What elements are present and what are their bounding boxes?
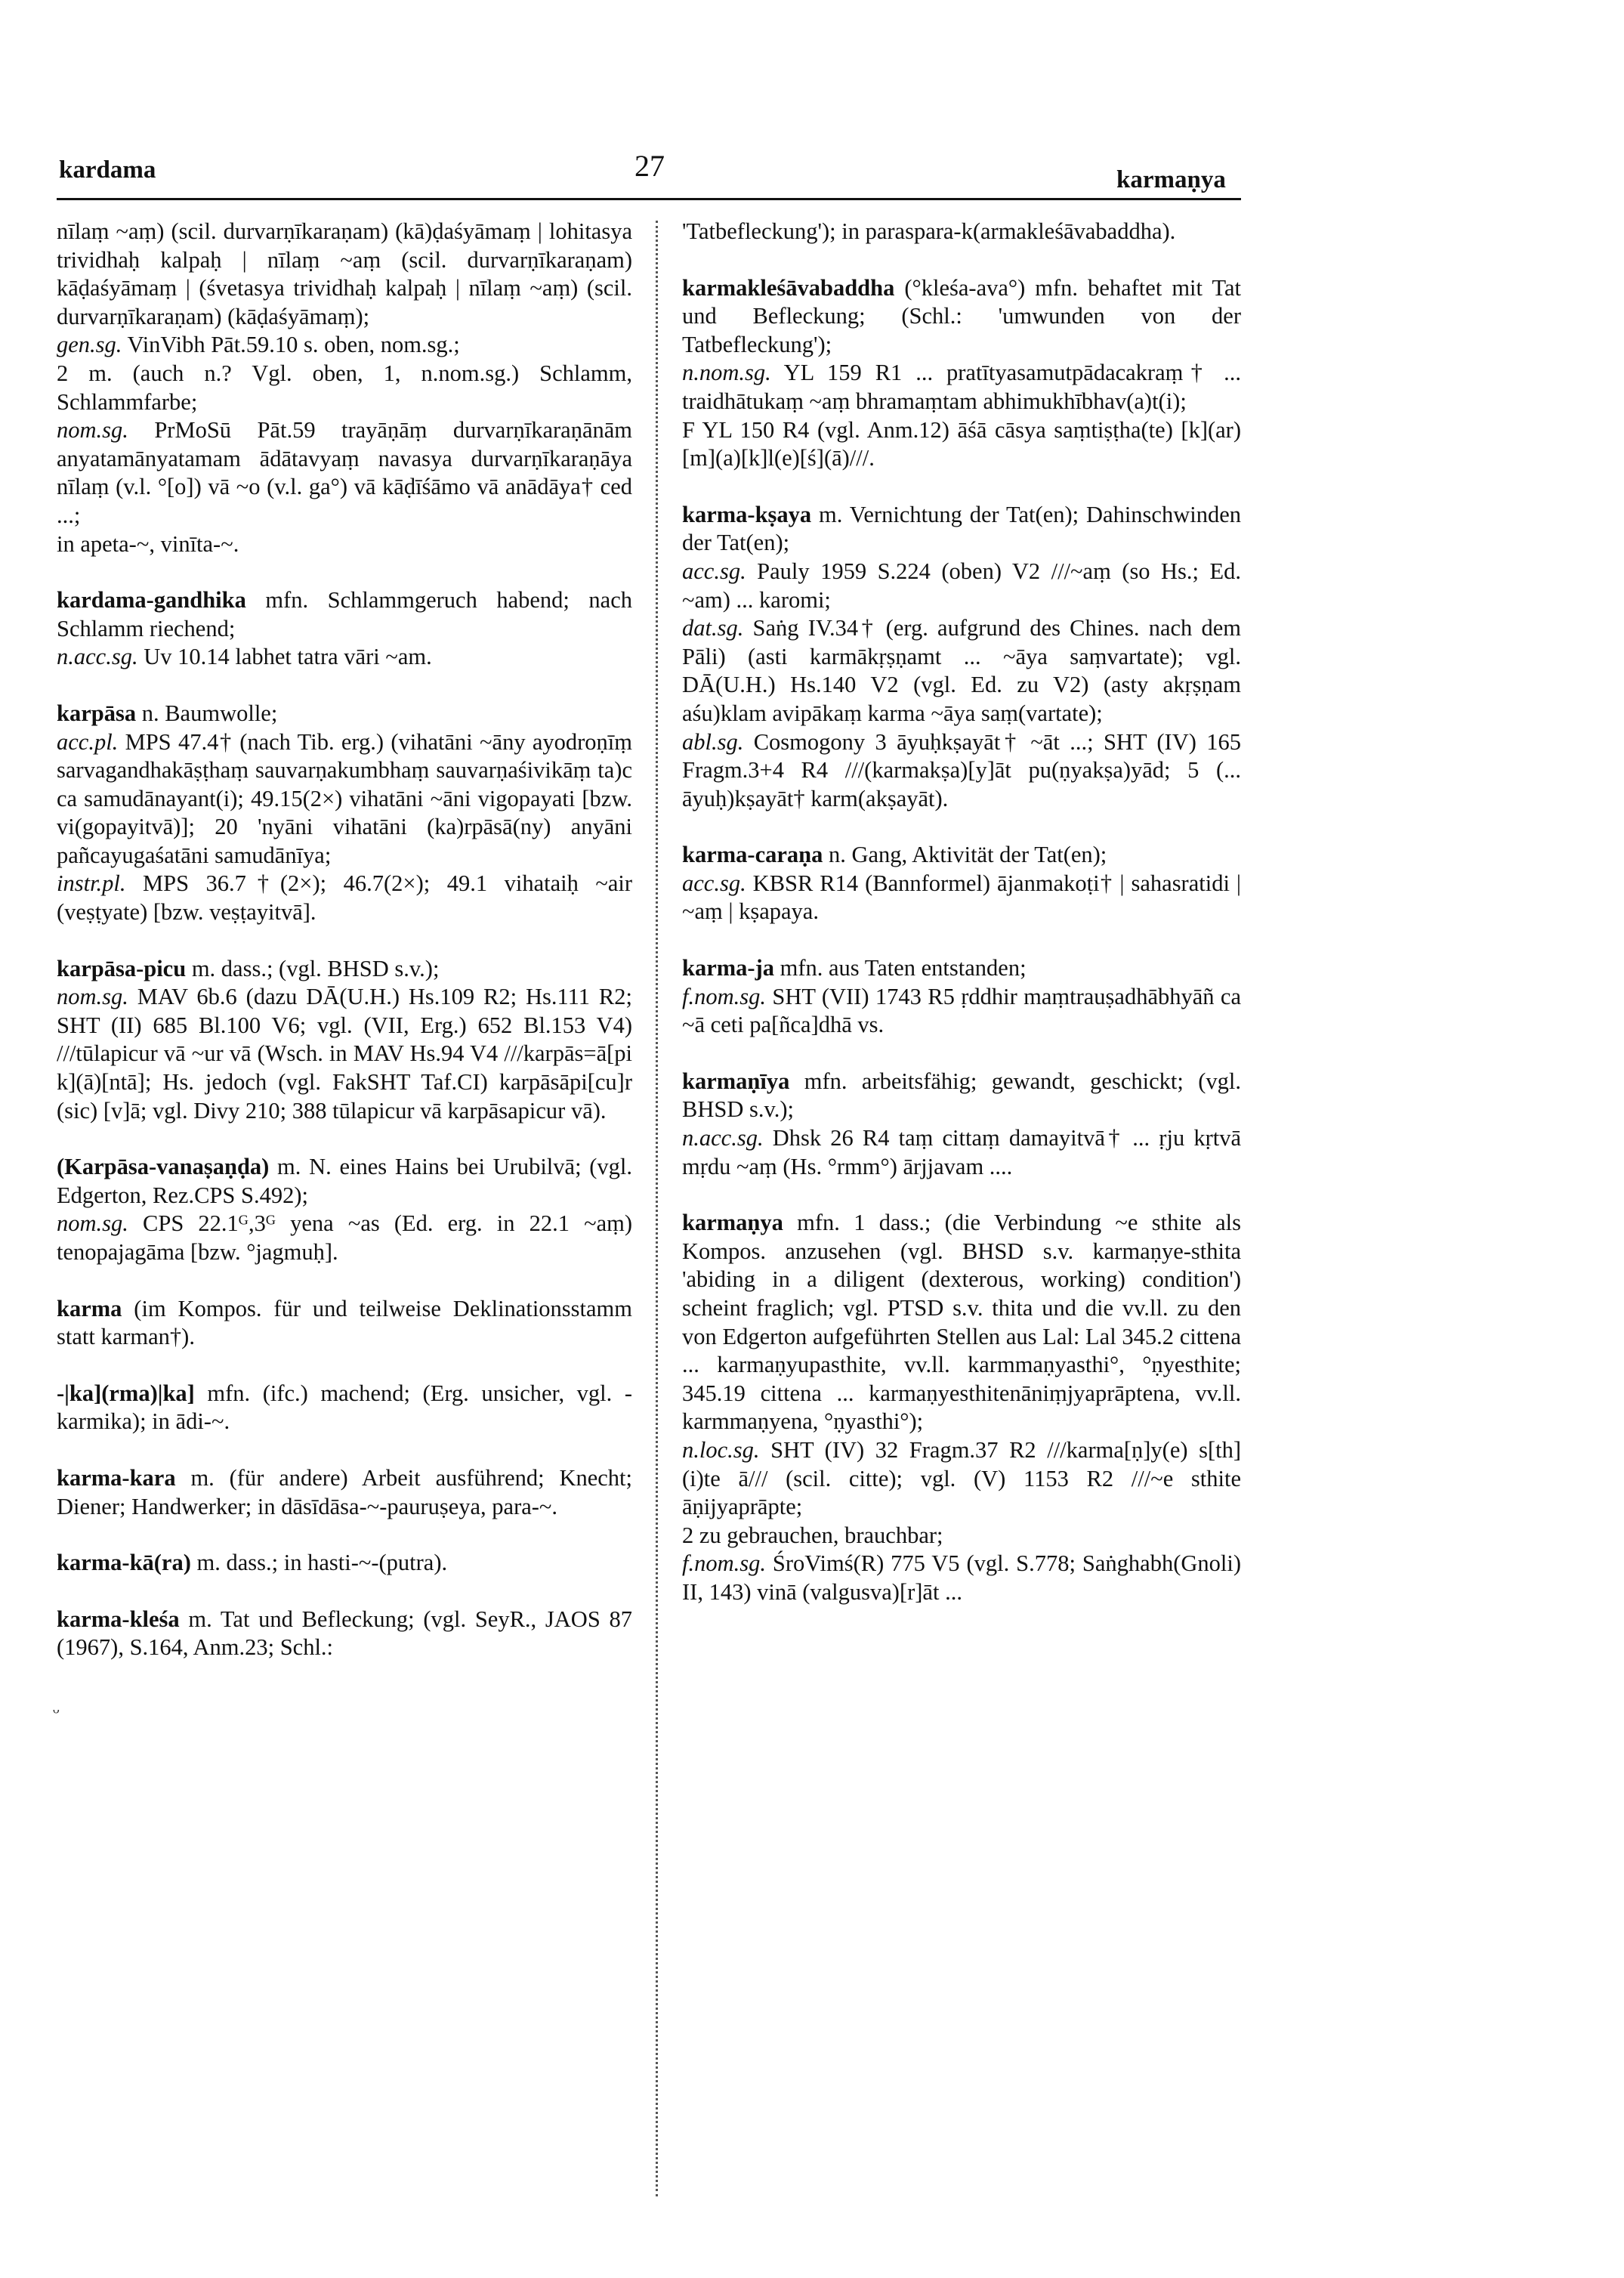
headword: karpāsa xyxy=(57,700,137,726)
headword: karmakleśāvabaddha xyxy=(682,274,895,301)
case-label: nom.sg. xyxy=(57,1210,128,1237)
entry-text: (°kleśa-ava°) mfn. behaftet mit Tat und Befleckung; (Schl.: 'umwunden von der Tatbefleckung'); xyxy=(682,274,1241,357)
header-right-word: karmaṇya xyxy=(1116,166,1226,193)
entry-text: F YL 150 R4 (vgl. Anm.12) āśā cāsya saṃtiṣṭha(te) [k](ar)[m](a)[k]l(e)[ś](ā)///. xyxy=(682,416,1241,471)
case-label: gen.sg. xyxy=(57,332,122,358)
entry-line xyxy=(682,1209,1241,1436)
header-rule xyxy=(57,198,1241,200)
case-label: dat.sg. xyxy=(682,615,744,641)
entry-line xyxy=(682,1436,1241,1522)
case-label: abl.sg. xyxy=(682,728,744,755)
entry-text: mfn. Schlammgeruch habend; nach Schlamm riechend; xyxy=(57,587,632,641)
entry-line xyxy=(57,1380,632,1436)
entry-text: dat.sg. Saṅg IV.34† (erg. aufgrund des Chines. nach dem Pāli) (asti karmākṛṣṇamt ... ~āya saṃvartate); vgl. DĀ(U.H.) Hs.140 V2 (vgl. Ed. zu V2) (asty akṛṣṇam aśu)klam avipākaṃ karma ~āya saṃ(vartate); xyxy=(682,615,1241,726)
entry-text: mfn. (ifc.) machend; (Erg. unsicher, vgl. -karmika); in ādi-~. xyxy=(57,1380,632,1435)
entry-text: gen.sg. VinVibh Pāt.59.10 s. oben, nom.sg.; xyxy=(57,332,460,358)
entry-text: 'Tatbefleckung'); in paraspara-k(armakleśāvabaddha). xyxy=(682,218,1176,244)
entry-text: m. (für andere) Arbeit ausführend; Knecht; Diener; Handwerker; in dāsīdāsa-~-pauruṣeya, para-~. xyxy=(57,1464,632,1519)
entry-line xyxy=(57,1153,632,1210)
left-column xyxy=(57,218,632,1662)
entry-line xyxy=(57,700,632,728)
entry-text: 2 m. (auch n.? Vgl. oben, 1, n.nom.sg.) Schlamm, Schlammfarbe; xyxy=(57,360,632,415)
entry-line xyxy=(682,954,1241,983)
entry-line xyxy=(57,1606,632,1662)
page-number: 27 xyxy=(634,149,665,183)
headword: karma-ja xyxy=(682,955,774,981)
entry-line xyxy=(682,728,1241,814)
entry-line xyxy=(57,1464,632,1521)
entry-text: nom.sg. MAV 6b.6 (dazu DĀ(U.H.) Hs.109 R2; Hs.111 R2; SHT (II) 685 Bl.100 V6; vgl. (VII, Erg.) 652 Bl.153 V4) ///tūlapicur vā ~ur vā (Wsch. in MAV Hs.94 V4 ///karpās=ā[pi k](ā)[ntā]; Hs. jedoch (vgl. FakSHT Taf.CI) karpāsāpi[cu]r (sic) [v]ā; vgl. Divy 210; 388 tūlapicur vā karpāsapicur vā). xyxy=(57,984,632,1124)
entry-line xyxy=(57,643,632,672)
case-label: n.acc.sg. xyxy=(682,1125,764,1151)
right-column xyxy=(682,218,1241,1607)
headword: karma-kleśa xyxy=(57,1606,180,1632)
entry-text: f.nom.sg. ŚroVimś(R) 775 V5 (vgl. S.778; Saṅghabh(Gnoli) II, 143) vinā (valgusva)[r]āt ... xyxy=(682,1550,1241,1605)
entry-line xyxy=(682,558,1241,614)
entry-text: m. Vernichtung der Tat(en); Dahinschwinden der Tat(en); xyxy=(682,501,1241,556)
entry-text: instr.pl. MPS 36.7†(2×); 46.7(2×); 49.1 vihataiḥ ~air (veṣṭyate) [bzw. veṣṭayitvā]. xyxy=(57,870,632,926)
entry-line xyxy=(682,983,1241,1040)
entry-text: m. dass.; (vgl. BHSD s.v.); xyxy=(186,955,440,981)
entry-line xyxy=(682,870,1241,926)
entry-text: 2 zu gebrauchen, brauchbar; xyxy=(682,1522,943,1548)
entry-line xyxy=(57,331,632,360)
entry-line xyxy=(57,1295,632,1352)
entry-line xyxy=(682,274,1241,360)
entry-line xyxy=(682,841,1241,870)
entry-text: n.loc.sg. SHT (IV) 32 Fragm.37 R2 ///karma[ṇ]y(e) s[th](i)te ā/// (scil. citte); vgl. (V) 1153 R2 ///~e sthite āṇijyaprāpte; xyxy=(682,1436,1241,1520)
entry-text: abl.sg. Cosmogony 3 āyuḥkṣayāt† ~āt ...; SHT (IV) 165 Fragm.3+4 R4 ///(karmakṣa)[y]āt pu(ṇyakṣa)yād; 5 (... āyuḥ)kṣayāt† karm(akṣayāt). xyxy=(682,728,1241,811)
entry-text: m. Tat und Befleckung; (vgl. SeyR., JAOS 87 (1967), S.164, Anm.23; Schl.: xyxy=(57,1606,632,1661)
entry-line xyxy=(682,1522,1241,1550)
entry-text: n.acc.sg. Dhsk 26 R4 taṃ cittaṃ damayitvā† ... ṛju kṛtvā mṛdu ~aṃ (Hs. °rmm°) ārjjavam .... xyxy=(682,1125,1241,1179)
margin-mark: ᵕ xyxy=(53,1700,60,1725)
entry-text: acc.sg. KBSR R14 (Bannformel) ājanmakoṭi† | sahasratidi | ~aṃ | kṣapaya. xyxy=(682,870,1241,925)
entry-line xyxy=(57,983,632,1125)
header-left-word: kardama xyxy=(59,156,156,184)
case-label: nom.sg. xyxy=(57,984,128,1010)
case-label: acc.pl. xyxy=(57,728,119,755)
headword: karma xyxy=(57,1295,122,1321)
entry-line xyxy=(682,359,1241,416)
entry-line xyxy=(682,501,1241,558)
entry-text: n.nom.sg. YL 159 R1 ... pratītyasamutpādacakraṃ† ... traidhātukaṃ ~aṃ bhramaṃtam abhimukhībhav(a)t(i); xyxy=(682,360,1241,414)
entry-line xyxy=(57,416,632,530)
entry-line xyxy=(682,416,1241,473)
case-label: n.loc.sg. xyxy=(682,1436,760,1463)
case-label: acc.sg. xyxy=(682,870,746,896)
entry-line xyxy=(57,218,632,331)
entry-line xyxy=(682,218,1241,246)
entry-line xyxy=(682,614,1241,728)
headword: karpāsa-picu xyxy=(57,955,187,981)
entry-text: f.nom.sg. SHT (VII) 1743 R5 ṛddhir maṃtrauṣadhābhyāñ ca ~ā ceti pa[ñca]dhā vs. xyxy=(682,983,1241,1038)
entry-text: in apeta-~, vinīta-~. xyxy=(57,530,239,557)
headword: karmaṇīya xyxy=(682,1068,790,1094)
headword: karma-kara xyxy=(57,1464,176,1491)
entry-text: acc.pl. MPS 47.4† (nach Tib. erg.) (vihatāni ~āny ayodroṇīṃ sarvagandhakāṣṭhaṃ sauvarṇakumbhaṃ sauvarṇaśivikāṃ ta)c ca samudānayant(i); 49.15(2×) vihatāni ~āni vigopayati [bzw. vi(gopayitvā)]; 20 'nyāni vihatāni (ka)rpāsā(ny) anyāni pañcayugaśatāni samudānīya; xyxy=(57,728,632,868)
entry-text: n. Baumwolle; xyxy=(136,700,278,726)
entry-text: n. Gang, Aktivität der Tat(en); xyxy=(823,842,1107,868)
entry-line xyxy=(57,586,632,643)
headword: karma-caraṇa xyxy=(682,842,823,868)
case-label: f.nom.sg. xyxy=(682,1550,766,1577)
entry-line xyxy=(57,360,632,416)
entry-text: nom.sg. PrMoSū Pāt.59 trayāṇāṃ durvarṇīkaraṇānām anyatamānyatamam ādātavyaṃ navasya durvarṇīkaraṇāya nīlaṃ (v.l. °[o]) vā ~o (v.l. ga°) vā kāḍīśāmo vā anādāya† ced ...; xyxy=(57,417,632,528)
entry-line xyxy=(57,728,632,870)
entry-text: mfn. arbeitsfähig; gewandt, geschickt; (vgl. BHSD s.v.); xyxy=(682,1068,1241,1123)
entry-line xyxy=(57,1549,632,1578)
case-label: instr.pl. xyxy=(57,870,126,897)
entry-line xyxy=(57,1210,632,1266)
headword: karmaṇya xyxy=(682,1210,783,1236)
headword: (Karpāsa-vanaṣaṇḍa) xyxy=(57,1154,270,1180)
entry-text: m. N. eines Hains bei Urubilvā; (vgl. Edgerton, Rez.CPS S.492); xyxy=(57,1154,632,1208)
case-label: f.nom.sg. xyxy=(682,983,766,1009)
column-separator xyxy=(656,221,658,2196)
case-label: nom.sg. xyxy=(57,417,128,444)
entry-text: mfn. aus Taten entstanden; xyxy=(773,955,1027,981)
entry-text: mfn. 1 dass.; (die Verbindung ~e sthite als Kompos. anzusehen (vgl. BHSD s.v. karmaṇye-sthita 'abiding in a diligent (dexterous, working) condition') scheint fraglich; vgl. PTSD s.v. thita und die vv.ll. zu den von Edgerton aufgeführten Stellen aus Lal: Lal 345.2 cittena ... karmaṇyupasthite, vv.ll. karmmaṇyasthi°, °ṇyesthite; 345.19 cittena ... karmaṇyesthitenāniṃjyaprāptena, vv.ll. karmmaṇyena, °ṇyasthi°); xyxy=(682,1210,1241,1435)
case-label: acc.sg. xyxy=(682,558,746,584)
entry-text: n.acc.sg. Uv 10.14 labhet tatra vāri ~am. xyxy=(57,644,432,670)
headword: karma-kā(ra) xyxy=(57,1550,191,1576)
entry-line xyxy=(57,530,632,559)
entry-line xyxy=(682,1124,1241,1181)
headword: karma-kṣaya xyxy=(682,501,812,527)
entry-line xyxy=(57,955,632,984)
case-label: n.acc.sg. xyxy=(57,644,138,670)
entry-text: (im Kompos. für und teilweise Deklinationsstamm statt karman†). xyxy=(57,1295,632,1350)
entry-text: m. dass.; in hasti-~-(putra). xyxy=(190,1550,448,1576)
entry-text: nīlaṃ ~aṃ) (scil. durvarṇīkaraṇam) (kā)ḍaśyāmaṃ | lohitasya trividhaḥ kalpaḥ | nīlaṃ ~aṃ (scil. durvarṇīkaraṇam) kāḍaśyāmaṃ | (śvetasya trividhaḥ kalpaḥ | nīlaṃ ~aṃ) (scil. durvarṇīkaraṇam) (kāḍaśyāmaṃ); xyxy=(57,218,632,329)
entry-line xyxy=(57,870,632,926)
entry-text: acc.sg. Pauly 1959 S.224 (oben) V2 ///~aṃ (so Hs.; Ed. ~am) ... karomi; xyxy=(682,558,1241,613)
case-label: n.nom.sg. xyxy=(682,360,771,386)
entry-text: nom.sg. CPS 22.1ᴳ,3ᴳ yena ~as (Ed. erg. in 22.1 ~aṃ) tenopajagāma [bzw. °jagmuḥ]. xyxy=(57,1210,632,1265)
entry-line xyxy=(682,1550,1241,1606)
entry-line xyxy=(682,1068,1241,1124)
headword: kardama-gandhika xyxy=(57,587,246,614)
headword: -|ka](rma)|ka] xyxy=(57,1380,195,1406)
